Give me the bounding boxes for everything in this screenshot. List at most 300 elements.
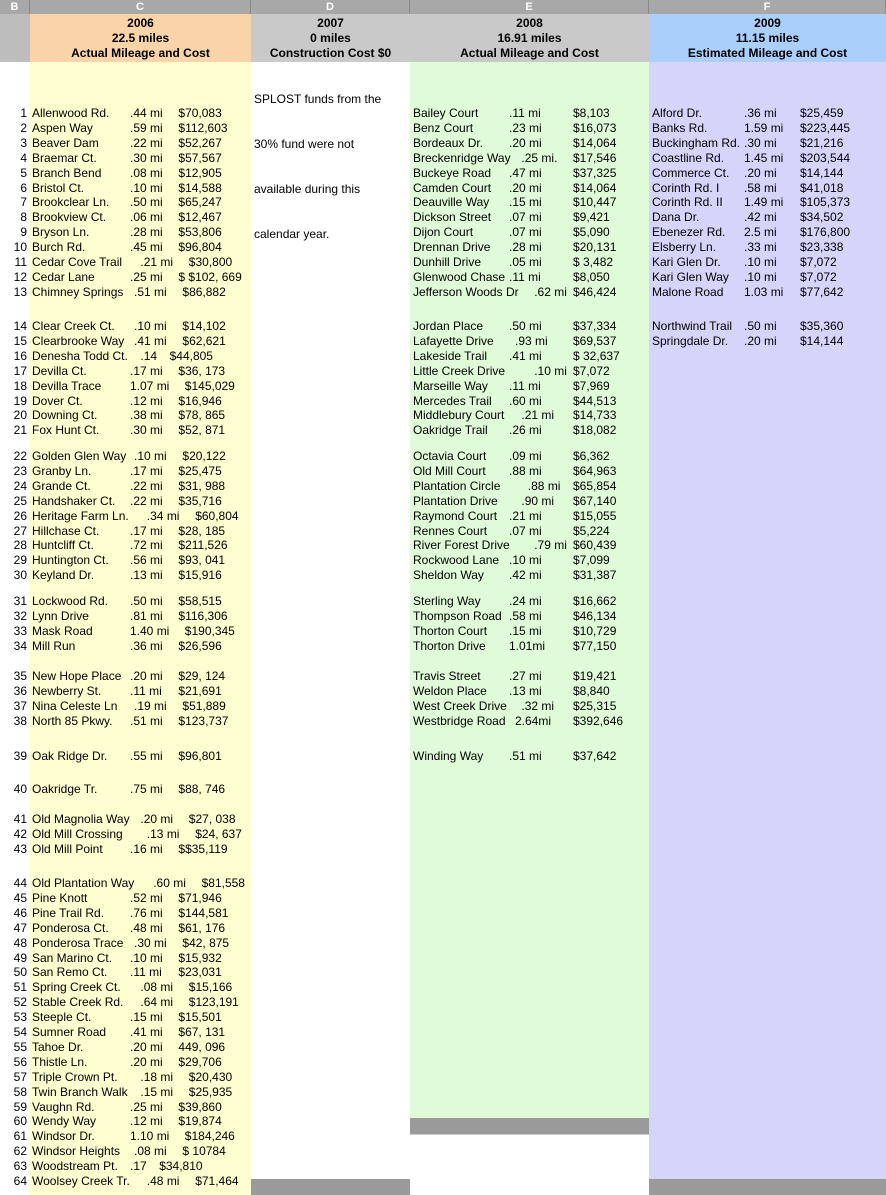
road-entry-2009 <box>652 255 884 269</box>
road-entry-2009 <box>652 121 884 135</box>
row-number: 47 <box>13 920 27 935</box>
road-name: Denesha Todd Ct. <box>32 348 128 363</box>
road-mileage: .26 mi <box>509 423 542 438</box>
road-cost: $71,946 <box>178 890 222 905</box>
road-cost: $62,621 <box>182 333 226 348</box>
road-cost: $105,373 <box>800 195 851 210</box>
road-cost: $27, 038 <box>188 812 236 826</box>
road-mileage: .45 mi <box>130 240 163 255</box>
road-cost: $64,963 <box>573 463 617 478</box>
road-entry-2006 <box>32 594 250 608</box>
row-number: 50 <box>13 965 27 980</box>
row-number: 53 <box>13 1010 27 1025</box>
row-number: 6 <box>20 180 27 195</box>
road-name: Tahoe Dr. <box>32 1039 84 1054</box>
road-cost: $15,055 <box>573 508 617 523</box>
road-entry-2008 <box>413 364 647 378</box>
road-cost: $12,467 <box>178 210 222 225</box>
road-name: Ponderosa Trace <box>32 935 124 950</box>
row-number: 27 <box>13 523 27 538</box>
road-entry-2008 <box>413 394 647 408</box>
road-mileage: .18 mi <box>140 1069 174 1084</box>
road-cost: $37,334 <box>573 319 617 333</box>
road-name: Springdale Dr. <box>652 333 729 348</box>
road-name: Braemar Ct. <box>32 150 97 165</box>
road-cost: $57,567 <box>178 150 222 165</box>
road-name: Woolsey Creek Tr. <box>32 1174 130 1188</box>
road-entry-2008 <box>413 334 647 348</box>
road-entry-2006 <box>32 906 250 920</box>
header-2006-desc: Actual Mileage and Cost <box>71 46 210 60</box>
road-name: Alford Dr. <box>652 106 703 120</box>
road-name: Dover Ct. <box>32 393 83 408</box>
road-name: Twin Branch Walk <box>32 1084 128 1099</box>
road-name: Mill Run <box>32 638 76 653</box>
road-mileage: .07 mi <box>509 225 542 240</box>
road-cost: $29, 124 <box>178 669 226 683</box>
road-entry-2006 <box>32 524 250 538</box>
row-number: 32 <box>13 608 27 623</box>
road-name: San Remo Ct. <box>32 965 108 980</box>
road-name: Handshaker Ct. <box>32 493 116 508</box>
header-2008-miles: 16.91 miles <box>497 31 562 45</box>
road-cost: $29,706 <box>178 1054 222 1069</box>
road-cost: $60,804 <box>195 508 239 523</box>
road-entry-2008 <box>413 594 647 608</box>
road-mileage: .13 mi <box>146 826 180 841</box>
road-name: New Hope Place <box>32 669 122 683</box>
road-mileage: .11 mi <box>130 965 162 980</box>
road-entry-2009 <box>652 270 884 284</box>
road-name: Devilla Ct. <box>32 363 87 378</box>
row-number: 17 <box>13 363 27 378</box>
road-cost: $203,544 <box>800 150 851 165</box>
road-entry-2009 <box>652 240 884 254</box>
road-entry-2006 <box>32 1144 250 1158</box>
road-entry-2006 <box>32 553 250 567</box>
road-cost: $123,737 <box>178 713 229 728</box>
road-cost: $34,810 <box>159 1159 203 1174</box>
road-mileage: .08 mi <box>130 165 163 180</box>
road-cost: $16,073 <box>573 120 617 135</box>
road-mileage: 1.01mi <box>509 638 546 653</box>
road-entry-2006 <box>32 255 250 269</box>
column-header-c[interactable]: C <box>30 0 251 14</box>
row-number: 20 <box>13 408 27 423</box>
road-mileage: .10 mi <box>134 319 167 333</box>
road-entry-2006 <box>32 464 250 478</box>
row-number: 56 <box>13 1054 27 1069</box>
road-cost: $93, 041 <box>178 553 226 568</box>
road-name: Lafayette Drive <box>413 333 494 348</box>
road-mileage: .50 mi <box>744 319 777 333</box>
road-entry-2006 <box>32 1159 250 1173</box>
road-cost: $34,502 <box>800 210 844 225</box>
road-entry-2009 <box>652 319 884 333</box>
road-entry-2006 <box>32 1100 250 1114</box>
road-mileage: .12 mi <box>130 393 163 408</box>
road-mileage: .07 mi <box>509 210 542 225</box>
road-mileage: .51 mi <box>134 284 167 299</box>
header-2008-desc: Actual Mileage and Cost <box>460 46 599 60</box>
row-number: 33 <box>13 623 27 638</box>
road-cost: $25,315 <box>573 698 617 713</box>
road-mileage: 2.64mi <box>515 713 552 728</box>
header-2008 <box>410 14 649 62</box>
road-entry-2008 <box>413 609 647 623</box>
road-cost: $77,642 <box>800 284 844 299</box>
row-number: 34 <box>13 638 27 653</box>
road-name: Drennan Drive <box>413 240 491 255</box>
road-cost: $14,144 <box>800 333 844 348</box>
road-entry-2006 <box>32 609 250 623</box>
road-mileage: .10 mi <box>130 180 163 195</box>
row-number: 57 <box>13 1069 27 1084</box>
road-mileage: .15 mi <box>509 195 542 210</box>
road-entry-2009 <box>652 106 884 120</box>
road-entry-2008 <box>413 319 647 333</box>
road-cost: $14,064 <box>573 135 617 150</box>
road-entry-2008 <box>413 479 647 493</box>
note-line: SPLOST funds from the <box>254 92 382 106</box>
road-cost: $67, 131 <box>178 1025 226 1039</box>
road-name: Old Plantation Way <box>32 876 135 890</box>
road-entry-2006 <box>32 876 250 890</box>
road-cost: $23,338 <box>800 240 844 255</box>
road-name: Raymond Court <box>413 508 498 523</box>
road-mileage: .23 mi <box>509 120 542 135</box>
road-name: Octavia Court <box>413 449 487 463</box>
road-mileage: .20 mi <box>140 812 174 826</box>
road-entry-2006 <box>32 699 250 713</box>
row-number: 58 <box>13 1084 27 1099</box>
road-mileage: 1.07 mi <box>130 378 170 393</box>
road-entry-2008 <box>413 553 647 567</box>
road-mileage: .10 mi <box>130 950 163 965</box>
road-mileage: .81 mi <box>130 608 163 623</box>
road-entry-2006 <box>32 136 250 150</box>
road-name: Dunhill Drive <box>413 255 482 269</box>
note-line: available during this <box>254 182 361 196</box>
road-cost: $144,581 <box>178 905 229 920</box>
road-cost: $ 3,482 <box>573 255 614 269</box>
road-cost: $37,642 <box>573 749 617 763</box>
road-cost: $61, 176 <box>178 920 226 935</box>
road-name: Beaver Dam <box>32 135 99 150</box>
note-2007 <box>254 62 381 272</box>
road-name: Rennes Court <box>413 523 488 538</box>
road-entry-2008 <box>413 181 647 195</box>
road-cost: 449, 096 <box>178 1039 226 1054</box>
road-mileage: .30 mi <box>130 150 163 165</box>
row-number: 5 <box>20 165 27 180</box>
road-mileage: .88 mi <box>509 463 542 478</box>
road-mileage: .88 mi <box>527 478 561 493</box>
road-mileage: .51 mi <box>509 749 542 763</box>
road-cost: $88, 746 <box>178 782 226 796</box>
road-cost: $24, 637 <box>195 826 242 841</box>
road-mileage: .20 mi <box>744 333 777 348</box>
road-cost: $6,362 <box>573 449 610 463</box>
road-entry-2006 <box>32 684 250 698</box>
road-name: Corinth Rd. II <box>652 195 723 210</box>
road-name: Thorton Court <box>413 623 488 638</box>
road-entry-2006 <box>32 285 250 299</box>
road-entry-2006 <box>32 423 250 437</box>
header-2007-desc: Construction Cost $0 <box>269 46 392 60</box>
row-number: 35 <box>13 669 27 683</box>
road-name: Sumner Road <box>32 1025 107 1039</box>
road-entry-2006 <box>32 891 250 905</box>
road-entry-2008 <box>413 538 647 552</box>
road-entry-2006 <box>32 749 250 763</box>
road-name: Hillchase Ct. <box>32 523 100 538</box>
road-name: Huntcliff Ct. <box>32 538 94 553</box>
road-mileage: .08 mi <box>140 980 174 995</box>
column-header-d[interactable]: D <box>251 0 410 14</box>
header-2009-miles: 11.15 miles <box>735 31 800 45</box>
road-cost: $5,224 <box>573 523 610 538</box>
road-entry-2008 <box>413 684 647 698</box>
road-cost: $30,800 <box>188 255 233 269</box>
road-mileage: .55 mi <box>130 749 163 763</box>
road-name: Lockwood Rd. <box>32 594 109 608</box>
road-name: Bristol Ct. <box>32 180 85 195</box>
road-cost: $14,588 <box>178 180 222 195</box>
row-number: 42 <box>13 826 27 841</box>
road-entry-2008 <box>413 524 647 538</box>
road-name: Allenwood Rd. <box>32 106 110 120</box>
road-cost: $7,072 <box>800 269 837 284</box>
column-header-e[interactable]: E <box>410 0 649 14</box>
road-mileage: .76 mi <box>130 905 163 920</box>
road-name: Brookview Ct. <box>32 210 107 225</box>
road-entry-2006 <box>32 921 250 935</box>
row-number: 49 <box>13 950 27 965</box>
road-mileage: .17 <box>130 1159 147 1174</box>
road-cost: $$35,119 <box>178 841 228 856</box>
road-cost: $44,513 <box>573 393 617 408</box>
column-header-b[interactable]: B <box>0 0 30 14</box>
road-mileage: .60 mi <box>153 876 186 890</box>
road-cost: $23,031 <box>178 965 222 980</box>
road-name: Huntington Ct. <box>32 553 109 568</box>
road-mileage: .25 mi <box>130 1099 163 1114</box>
road-mileage: .15 mi <box>509 623 542 638</box>
road-mileage: 1.49 mi <box>744 195 784 210</box>
road-mileage: .22 mi <box>130 493 163 508</box>
road-name: Jefferson Woods Dr <box>413 284 519 299</box>
road-mileage: .21 mi <box>140 255 174 269</box>
road-cost: $17,546 <box>573 150 617 165</box>
road-name: Sterling Way <box>413 594 481 608</box>
road-mileage: .20 mi <box>130 1039 163 1054</box>
road-cost: $12,905 <box>178 165 222 180</box>
road-mileage: .79 mi <box>534 538 567 553</box>
road-mileage: .10 mi <box>744 269 777 284</box>
road-entry-2009 <box>652 334 884 348</box>
road-name: Travis Street <box>413 669 481 683</box>
road-mileage: .21 mi <box>521 408 555 423</box>
road-mileage: .64 mi <box>140 995 174 1010</box>
road-mileage: .58 mi <box>744 180 777 195</box>
road-name: Newberry St. <box>32 683 102 698</box>
row-number: 15 <box>13 333 27 348</box>
road-mileage: .15 mi <box>140 1084 174 1099</box>
road-name: Cedar Cove Trail <box>32 255 123 269</box>
road-entry-2006 <box>32 1070 250 1084</box>
road-name: Stable Creek Rd. <box>32 995 124 1010</box>
road-entry-2009 <box>652 151 884 165</box>
row-number: 14 <box>13 319 27 333</box>
road-entry-2008 <box>413 699 647 713</box>
road-cost: $16,662 <box>573 594 617 608</box>
road-cost: $190,345 <box>184 623 235 638</box>
road-mileage: .09 mi <box>509 449 542 463</box>
road-name: Mask Road <box>32 623 93 638</box>
road-name: Old Mill Point <box>32 841 103 856</box>
road-entry-2006 <box>32 936 250 950</box>
road-mileage: .25 mi. <box>521 150 558 165</box>
road-mileage: .50 mi <box>509 319 542 333</box>
road-cost: $81,558 <box>201 876 245 890</box>
road-name: Weldon Place <box>413 683 487 698</box>
road-name: Deauville Way <box>413 195 490 210</box>
road-cost: $35,360 <box>800 319 844 333</box>
road-name: Thistle Ln. <box>32 1054 88 1069</box>
road-entry-2006 <box>32 210 250 224</box>
road-cost: $14,733 <box>573 408 617 423</box>
road-cost: $36, 173 <box>178 363 226 378</box>
road-mileage: .20 mi <box>130 669 163 683</box>
road-name: Bailey Court <box>413 106 479 120</box>
road-entry-2006 <box>32 240 250 254</box>
road-mileage: .50 mi <box>130 195 163 210</box>
road-mileage: .06 mi <box>130 210 163 225</box>
road-mileage: .17 mi <box>130 523 163 538</box>
road-cost: $65,854 <box>573 478 617 493</box>
grid-strip <box>251 1179 410 1195</box>
row-number: 61 <box>13 1129 27 1144</box>
road-mileage: .44 mi <box>130 106 163 120</box>
road-name: Granby Ln. <box>32 463 92 478</box>
road-entry-2006 <box>32 1055 250 1069</box>
road-entry-2008 <box>413 749 647 763</box>
road-mileage: .30 mi <box>134 935 167 950</box>
road-cost: $20,430 <box>188 1069 233 1084</box>
note-line: calendar year. <box>254 227 330 241</box>
row-number: 3 <box>20 135 27 150</box>
row-number: 48 <box>13 935 27 950</box>
road-cost: $60,439 <box>573 538 617 553</box>
road-mileage: .47 mi <box>509 165 542 180</box>
road-entry-2008 <box>413 624 647 638</box>
column-2007 <box>251 14 410 1195</box>
road-name: West Creek Drive <box>413 698 507 713</box>
row-number: 46 <box>13 905 27 920</box>
road-name: Pine Knott <box>32 890 88 905</box>
road-cost: $96,801 <box>178 749 222 763</box>
row-number: 18 <box>13 378 27 393</box>
road-entry-2006 <box>32 842 250 856</box>
road-cost: $7,099 <box>573 553 610 568</box>
note-line: 30% fund were not <box>254 137 355 151</box>
road-mileage: .28 mi <box>509 240 542 255</box>
header-2007 <box>251 14 410 62</box>
road-cost: $15,932 <box>178 950 222 965</box>
road-entry-2006 <box>32 827 250 841</box>
road-entry-2008 <box>413 136 647 150</box>
road-name: Sheldon Way <box>413 568 484 583</box>
road-entry-2008 <box>413 270 647 284</box>
road-name: Westbridge Road <box>413 713 506 728</box>
road-cost: $26,596 <box>178 638 222 653</box>
road-mileage: .19 mi <box>134 698 167 713</box>
header-2006-year: 2006 <box>127 16 154 30</box>
road-mileage: .15 mi <box>130 1010 163 1025</box>
road-name: Jordan Place <box>413 319 484 333</box>
row-number: 13 <box>13 284 27 299</box>
road-name: Clear Creek Ct. <box>32 319 115 333</box>
road-cost: $58,515 <box>178 594 222 608</box>
road-cost: $67,140 <box>573 493 617 508</box>
road-mileage: .25 mi <box>130 269 163 284</box>
road-name: San Marino Ct. <box>32 950 113 965</box>
road-cost: $145,029 <box>184 378 235 393</box>
road-mileage: .13 mi <box>130 568 163 583</box>
road-mileage: 1.03 mi <box>744 284 784 299</box>
road-mileage: .05 mi <box>509 255 542 269</box>
row-gutter-header <box>0 14 30 62</box>
row-number: 37 <box>13 698 27 713</box>
road-name: Woodstream Pt. <box>32 1159 118 1174</box>
road-name: Buckingham Rd. <box>652 135 741 150</box>
road-name: Fox Hunt Ct. <box>32 423 100 438</box>
road-entry-2009 <box>652 210 884 224</box>
road-mileage: .10 mi <box>744 255 777 269</box>
road-name: Bryson Ln. <box>32 225 90 240</box>
road-entry-2008 <box>413 464 647 478</box>
road-name: Branch Bend <box>32 165 102 180</box>
road-mileage: .59 mi <box>130 120 163 135</box>
road-cost: $16,946 <box>178 393 222 408</box>
header-2006 <box>30 14 251 62</box>
road-mileage: .27 mi <box>509 669 542 683</box>
road-name: Breckenridge Way <box>413 150 511 165</box>
road-cost: $39,860 <box>178 1099 222 1114</box>
road-cost: $69,537 <box>573 333 617 348</box>
road-mileage: .42 mi <box>509 568 542 583</box>
road-cost: $5,090 <box>573 225 610 240</box>
road-entry-2008 <box>413 121 647 135</box>
road-entry-2008 <box>413 285 647 299</box>
column-header-f[interactable]: F <box>649 0 886 14</box>
road-cost: $20,122 <box>182 449 226 463</box>
road-entry-2006 <box>32 181 250 195</box>
road-mileage: .10 mi <box>509 553 542 568</box>
road-entry-2008 <box>413 240 647 254</box>
road-entry-2009 <box>652 225 884 239</box>
road-entry-2006 <box>32 106 250 120</box>
road-cost: $15,166 <box>188 980 233 995</box>
road-entry-2008 <box>413 106 647 120</box>
road-mileage: .17 mi <box>130 463 163 478</box>
row-number: 26 <box>13 508 27 523</box>
road-name: Little Creek Drive <box>413 363 506 378</box>
road-name: Kari Glen Dr. <box>652 255 721 269</box>
row-number: 28 <box>13 538 27 553</box>
road-name: Nina Celeste Ln <box>32 698 118 713</box>
